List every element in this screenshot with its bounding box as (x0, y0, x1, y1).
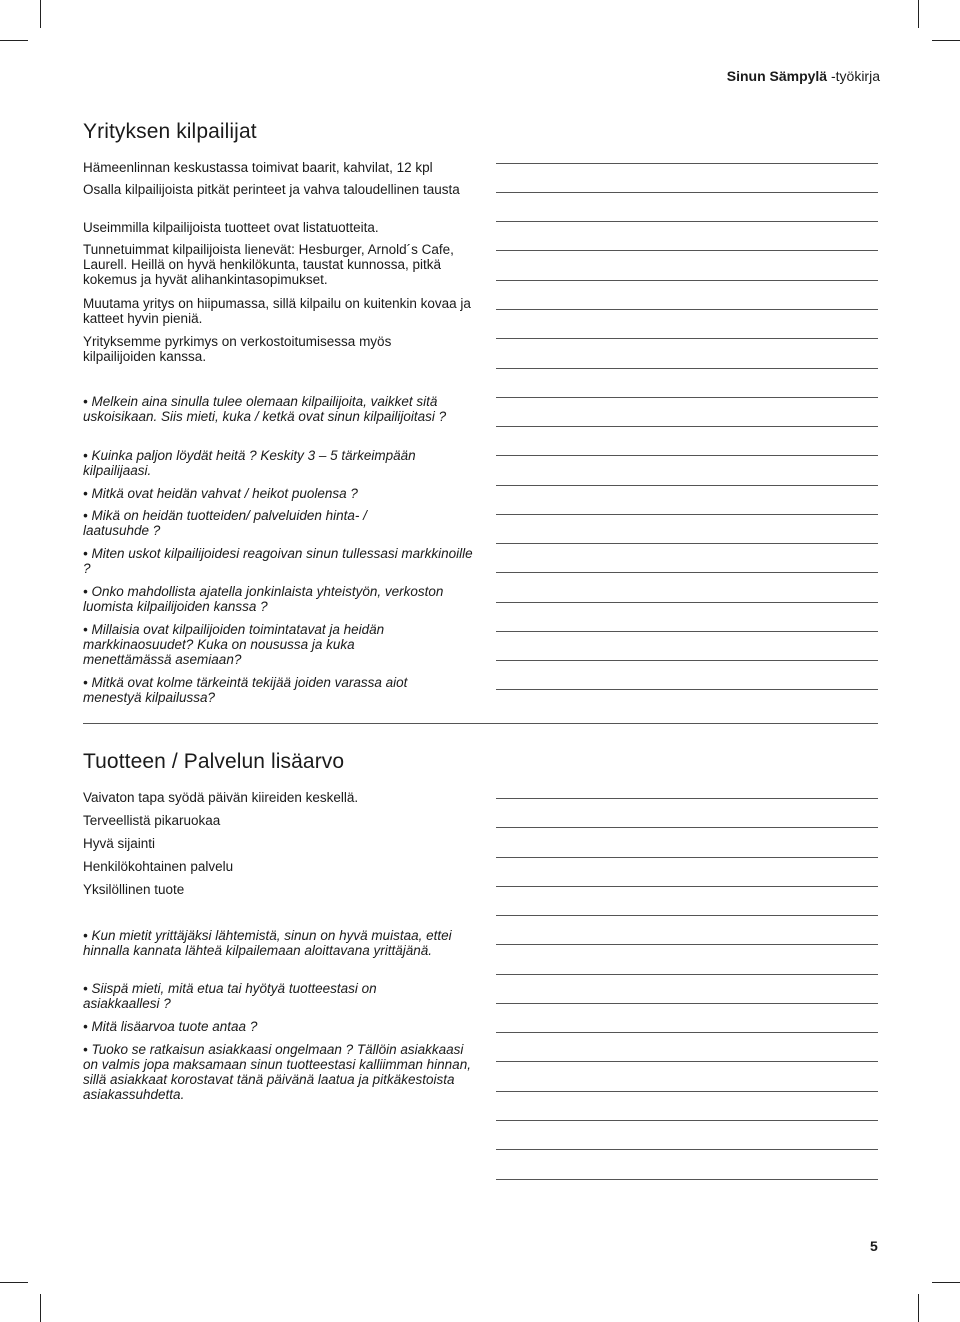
writing-line[interactable] (496, 1149, 878, 1150)
competitor-notes (83, 160, 483, 175)
section-divider (83, 723, 878, 724)
guide-bullet (83, 508, 413, 538)
writing-line[interactable] (496, 602, 878, 603)
writing-line[interactable] (496, 543, 878, 544)
bullet-text: • Mitkä ovat heidän vahvat / heikot puolensa ? (83, 486, 358, 501)
writing-line[interactable] (496, 857, 878, 858)
writing-line[interactable] (496, 886, 878, 887)
guide-bullet (83, 486, 473, 501)
bullet-text: • Millaisia ovat kilpailijoiden toimintatavat ja heidän markkinaosuudet? Kuka on nousussa ja kuka menettämässä asemiaan? (83, 622, 385, 667)
note: Muutama yritys on hiipumassa, sillä kilpailu on kuitenkin kovaa ja katteet hyvin pieniä. (83, 296, 471, 326)
bullet-text: • Tuoko se ratkaisun asiakkaasi ongelmaan ? Tällöin asiakkaasi on valmis jopa maksamaan sinun tuotteestasi kalliimman hinnan, sillä asiakkaat korostavat tänä päivänä laatua ja pitkäkestoista asiakassuhdetta. (83, 1042, 471, 1102)
writing-line[interactable] (496, 192, 878, 193)
crop-mark (932, 1282, 960, 1283)
value-note (83, 882, 483, 897)
header-brand: Sinun Sämpylä (726, 68, 828, 84)
bullet-text: • Mitä lisäarvoa tuote antaa ? (83, 1019, 258, 1034)
guide-bullet (83, 394, 473, 424)
guide-bullet (83, 622, 443, 667)
writing-line[interactable] (496, 798, 878, 799)
value-note (83, 790, 483, 805)
writing-line[interactable] (496, 1091, 878, 1092)
value-note (83, 836, 483, 851)
bullet-text: • Melkein aina sinulla tulee olemaan kilpailijoita, vaikket sitä uskoisikaan. Siis mieti, kuka / ketkä ovat sinun kilpailijoitasi ? (83, 394, 447, 424)
crop-mark (918, 0, 919, 28)
note: Tunnetuimmat kilpailijoista lienevät: Hesburger, Arnold´s Cafe, Laurell. Heillä on hyvä henkilökunta, taustat kunnossa, pitkä kokemus ja hyvät alihankintasopimukset. (83, 242, 454, 287)
crop-mark (0, 40, 28, 41)
bullet-text: • Kun mietit yrittäjäksi lähtemistä, sinun on hyvä muistaa, ettei hinnalla kannata lähteä kilpailemaan aloittavana yrittäjänä. (83, 928, 452, 958)
writing-line[interactable] (496, 280, 878, 281)
guide-bullet (83, 981, 423, 1011)
section-added-value (83, 750, 344, 774)
header-suffix: -työkirja (827, 68, 880, 84)
bullet-text: • Miten uskot kilpailijoidesi reagoivan sinun tullessasi markkinoille ? (83, 546, 473, 576)
bullet-text: • Mikä on heidän tuotteiden/ palveluiden hinta- / laatusuhde ? (83, 508, 367, 538)
guide-bullet (83, 675, 463, 705)
section-title: Tuotteen / Palvelun lisäarvo (83, 750, 345, 773)
bullet-text: • Onko mahdollista ajatella jonkinlaista yhteistyön, verkoston luomista kilpailijoiden kanssa ? (83, 584, 444, 614)
note: Hyvä sijainti (83, 836, 156, 851)
writing-line[interactable] (496, 660, 878, 661)
writing-line[interactable] (496, 915, 878, 916)
bullet-text: • Mitkä ovat kolme tärkeintä tekijää joiden varassa aiot menestyä kilpailussa? (83, 675, 408, 705)
writing-line[interactable] (496, 163, 878, 164)
writing-line[interactable] (496, 485, 878, 486)
competitor-notes (83, 242, 468, 287)
writing-line[interactable] (496, 1179, 878, 1180)
writing-line[interactable] (496, 514, 878, 515)
writing-line[interactable] (496, 397, 878, 398)
writing-line[interactable] (496, 631, 878, 632)
note: Yksilöllinen tuote (83, 882, 185, 897)
writing-line[interactable] (496, 1003, 878, 1004)
page-number: 5 (870, 1238, 878, 1254)
guide-bullet (83, 546, 473, 576)
writing-line[interactable] (496, 1032, 878, 1033)
crop-mark (918, 1294, 919, 1322)
value-note (83, 859, 483, 874)
writing-line[interactable] (496, 426, 878, 427)
writing-line[interactable] (496, 572, 878, 573)
note: Terveellistä pikaruokaa (83, 813, 221, 828)
bullet-text: • Siispä mieti, mitä etua tai hyötyä tuotteestasi on asiakkaallesi ? (83, 981, 377, 1011)
guide-bullet (83, 928, 463, 958)
section-title: Yrityksen kilpailijat (83, 120, 257, 143)
competitor-notes (83, 182, 463, 197)
section-competitors (83, 120, 257, 144)
note: Osalla kilpailijoista pitkät perinteet ja vahva taloudellinen tausta (83, 182, 460, 197)
crop-mark (0, 1282, 28, 1283)
writing-line[interactable] (496, 827, 878, 828)
value-note (83, 813, 483, 828)
guide-bullet (83, 1019, 473, 1034)
bullet-text: • Kuinka paljon löydät heitä ? Keskity 3 – 5 tärkeimpään kilpailijaasi. (83, 448, 416, 478)
writing-line[interactable] (496, 368, 878, 369)
note: Hämeenlinnan keskustassa toimivat baarit, kahvilat, 12 kpl (83, 160, 433, 175)
crop-mark (40, 1294, 41, 1322)
guide-bullet (83, 584, 473, 614)
note: Henkilökohtainen palvelu (83, 859, 234, 874)
note: Yrityksemme pyrkimys on verkostoitumisessa myös kilpailijoiden kanssa. (83, 334, 392, 364)
competitor-notes (83, 296, 478, 326)
writing-line[interactable] (496, 221, 878, 222)
running-header (727, 68, 880, 84)
crop-mark (40, 0, 41, 28)
writing-line[interactable] (496, 455, 878, 456)
guide-bullet (83, 448, 473, 478)
writing-line[interactable] (496, 338, 878, 339)
writing-line[interactable] (496, 250, 878, 251)
note: Useimmilla kilpailijoista tuotteet ovat listatuotteita. (83, 220, 379, 235)
competitor-notes (83, 220, 483, 235)
crop-mark (932, 40, 960, 41)
writing-line[interactable] (496, 1120, 878, 1121)
writing-line[interactable] (496, 689, 878, 690)
note: Vaivaton tapa syödä päivän kiireiden keskellä. (83, 790, 359, 805)
writing-line[interactable] (496, 944, 878, 945)
guide-bullet (83, 1042, 478, 1102)
competitor-notes (83, 334, 443, 364)
writing-line[interactable] (496, 974, 878, 975)
writing-line[interactable] (496, 309, 878, 310)
writing-line[interactable] (496, 1061, 878, 1062)
